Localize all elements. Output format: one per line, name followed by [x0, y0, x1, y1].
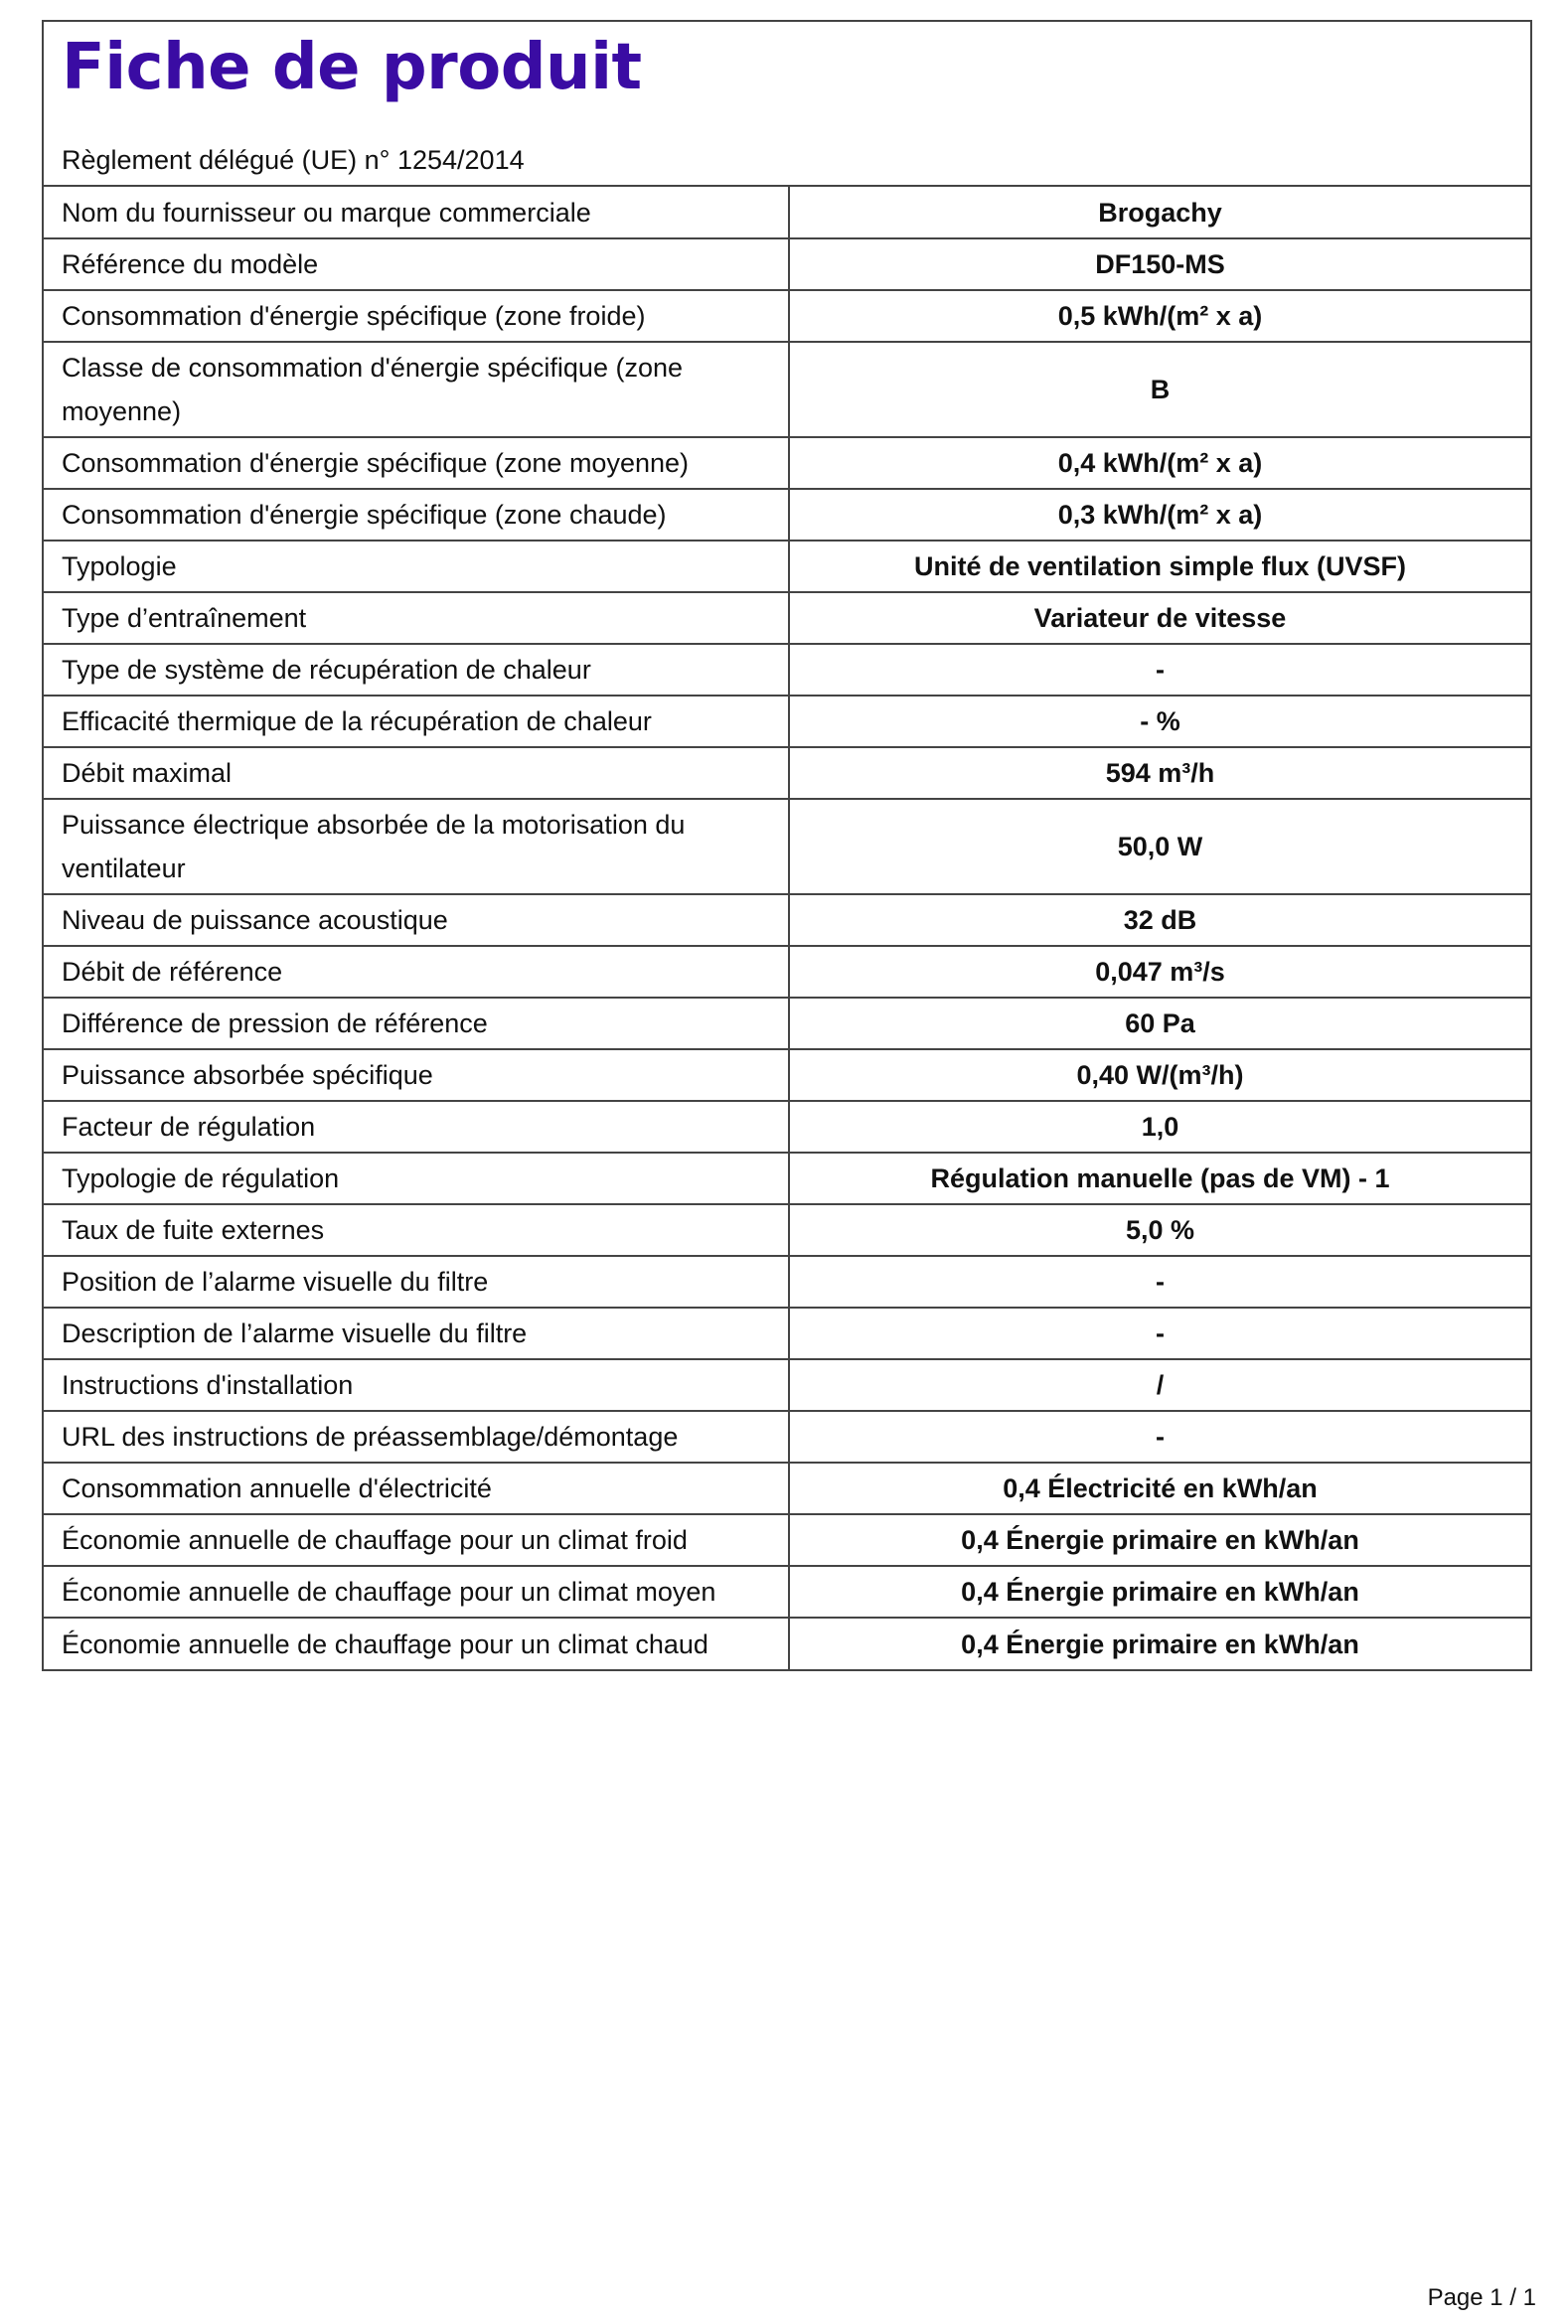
- row-label: Économie annuelle de chauffage pour un climat froid: [44, 1514, 789, 1566]
- page-title: Fiche de produit: [62, 31, 642, 104]
- row-label: Débit de référence: [44, 946, 789, 998]
- row-label: Efficacité thermique de la récupération de chaleur: [44, 696, 789, 747]
- row-label: Nom du fournisseur ou marque commerciale: [44, 187, 789, 238]
- row-value: 0,4 Énergie primaire en kWh/an: [789, 1514, 1530, 1566]
- regulation-reference: Règlement délégué (UE) n° 1254/2014: [62, 145, 525, 175]
- row-value: 0,047 m³/s: [789, 946, 1530, 998]
- row-label: Typologie: [44, 541, 789, 592]
- row-label: Économie annuelle de chauffage pour un climat moyen: [44, 1566, 789, 1618]
- row-value: 50,0 W: [789, 799, 1530, 894]
- table-row: [44, 1153, 1530, 1204]
- row-value: 32 dB: [789, 894, 1530, 946]
- row-label: Référence du modèle: [44, 238, 789, 290]
- row-label: Facteur de régulation: [44, 1101, 789, 1153]
- row-value: B: [789, 342, 1530, 437]
- row-label: Différence de pression de référence: [44, 998, 789, 1049]
- row-label: Taux de fuite externes: [44, 1204, 789, 1256]
- table-row: [44, 1101, 1530, 1153]
- table-row: [44, 1566, 1530, 1618]
- table-row: [44, 1256, 1530, 1308]
- row-label: Niveau de puissance acoustique: [44, 894, 789, 946]
- row-value: 1,0: [789, 1101, 1530, 1153]
- row-value: 0,4 kWh/(m² x a): [789, 437, 1530, 489]
- table-row: [44, 998, 1530, 1049]
- table-row: [44, 799, 1530, 894]
- row-value: Unité de ventilation simple flux (UVSF): [789, 541, 1530, 592]
- row-value: /: [789, 1359, 1530, 1411]
- row-label: URL des instructions de préassemblage/démontage: [44, 1411, 789, 1463]
- row-value: Variateur de vitesse: [789, 592, 1530, 644]
- table-row: [44, 592, 1530, 644]
- row-value: 0,4 Électricité en kWh/an: [789, 1463, 1530, 1514]
- row-label: Description de l’alarme visuelle du filtre: [44, 1308, 789, 1359]
- row-label: Consommation annuelle d'électricité: [44, 1463, 789, 1514]
- table-row: [44, 1204, 1530, 1256]
- row-label: Puissance absorbée spécifique: [44, 1049, 789, 1101]
- table-row: [44, 747, 1530, 799]
- row-value: -: [789, 1411, 1530, 1463]
- row-value: 60 Pa: [789, 998, 1530, 1049]
- row-label: Puissance électrique absorbée de la motorisation du ventilateur: [44, 799, 789, 894]
- row-value: 0,40 W/(m³/h): [789, 1049, 1530, 1101]
- row-value: 0,4 Énergie primaire en kWh/an: [789, 1618, 1530, 1669]
- table-row: [44, 1618, 1530, 1669]
- table-row: [44, 290, 1530, 342]
- table-row: [44, 1411, 1530, 1463]
- table-row: [44, 489, 1530, 541]
- row-label: Consommation d'énergie spécifique (zone chaude): [44, 489, 789, 541]
- row-label: Type d’entraînement: [44, 592, 789, 644]
- table-row: [44, 541, 1530, 592]
- row-label: Classe de consommation d'énergie spécifique (zone moyenne): [44, 342, 789, 437]
- row-value: -: [789, 1256, 1530, 1308]
- row-value: 0,4 Énergie primaire en kWh/an: [789, 1566, 1530, 1618]
- row-value: 0,3 kWh/(m² x a): [789, 489, 1530, 541]
- row-label: Consommation d'énergie spécifique (zone moyenne): [44, 437, 789, 489]
- table-row: [44, 187, 1530, 238]
- row-value: 594 m³/h: [789, 747, 1530, 799]
- row-label: Débit maximal: [44, 747, 789, 799]
- row-label: Économie annuelle de chauffage pour un climat chaud: [44, 1618, 789, 1669]
- row-value: -: [789, 1308, 1530, 1359]
- table-row: [44, 1308, 1530, 1359]
- row-value: -: [789, 644, 1530, 696]
- row-value: - %: [789, 696, 1530, 747]
- table-row: [44, 342, 1530, 437]
- row-value: 5,0 %: [789, 1204, 1530, 1256]
- table-row: [44, 1049, 1530, 1101]
- product-data-table: [44, 187, 1530, 1669]
- row-label: Typologie de régulation: [44, 1153, 789, 1204]
- table-row: [44, 437, 1530, 489]
- row-value: Brogachy: [1098, 197, 1222, 228]
- sheet-header: [44, 22, 1530, 187]
- row-label: Type de système de récupération de chaleur: [44, 644, 789, 696]
- table-row: [44, 1514, 1530, 1566]
- row-value: DF150-MS: [789, 238, 1530, 290]
- table-row: [44, 1463, 1530, 1514]
- row-value: Régulation manuelle (pas de VM) - 1: [789, 1153, 1530, 1204]
- table-row: [44, 894, 1530, 946]
- row-label: Consommation d'énergie spécifique (zone froide): [44, 290, 789, 342]
- row-value: 0,5 kWh/(m² x a): [789, 290, 1530, 342]
- row-label: Position de l’alarme visuelle du filtre: [44, 1256, 789, 1308]
- table-row: [44, 696, 1530, 747]
- product-sheet: [42, 20, 1532, 1671]
- row-label: Instructions d'installation: [44, 1359, 789, 1411]
- table-row: [44, 946, 1530, 998]
- page-indicator: Page 1 / 1: [1427, 2284, 1536, 2311]
- table-row: [44, 238, 1530, 290]
- table-row: [44, 644, 1530, 696]
- table-row: [44, 1359, 1530, 1411]
